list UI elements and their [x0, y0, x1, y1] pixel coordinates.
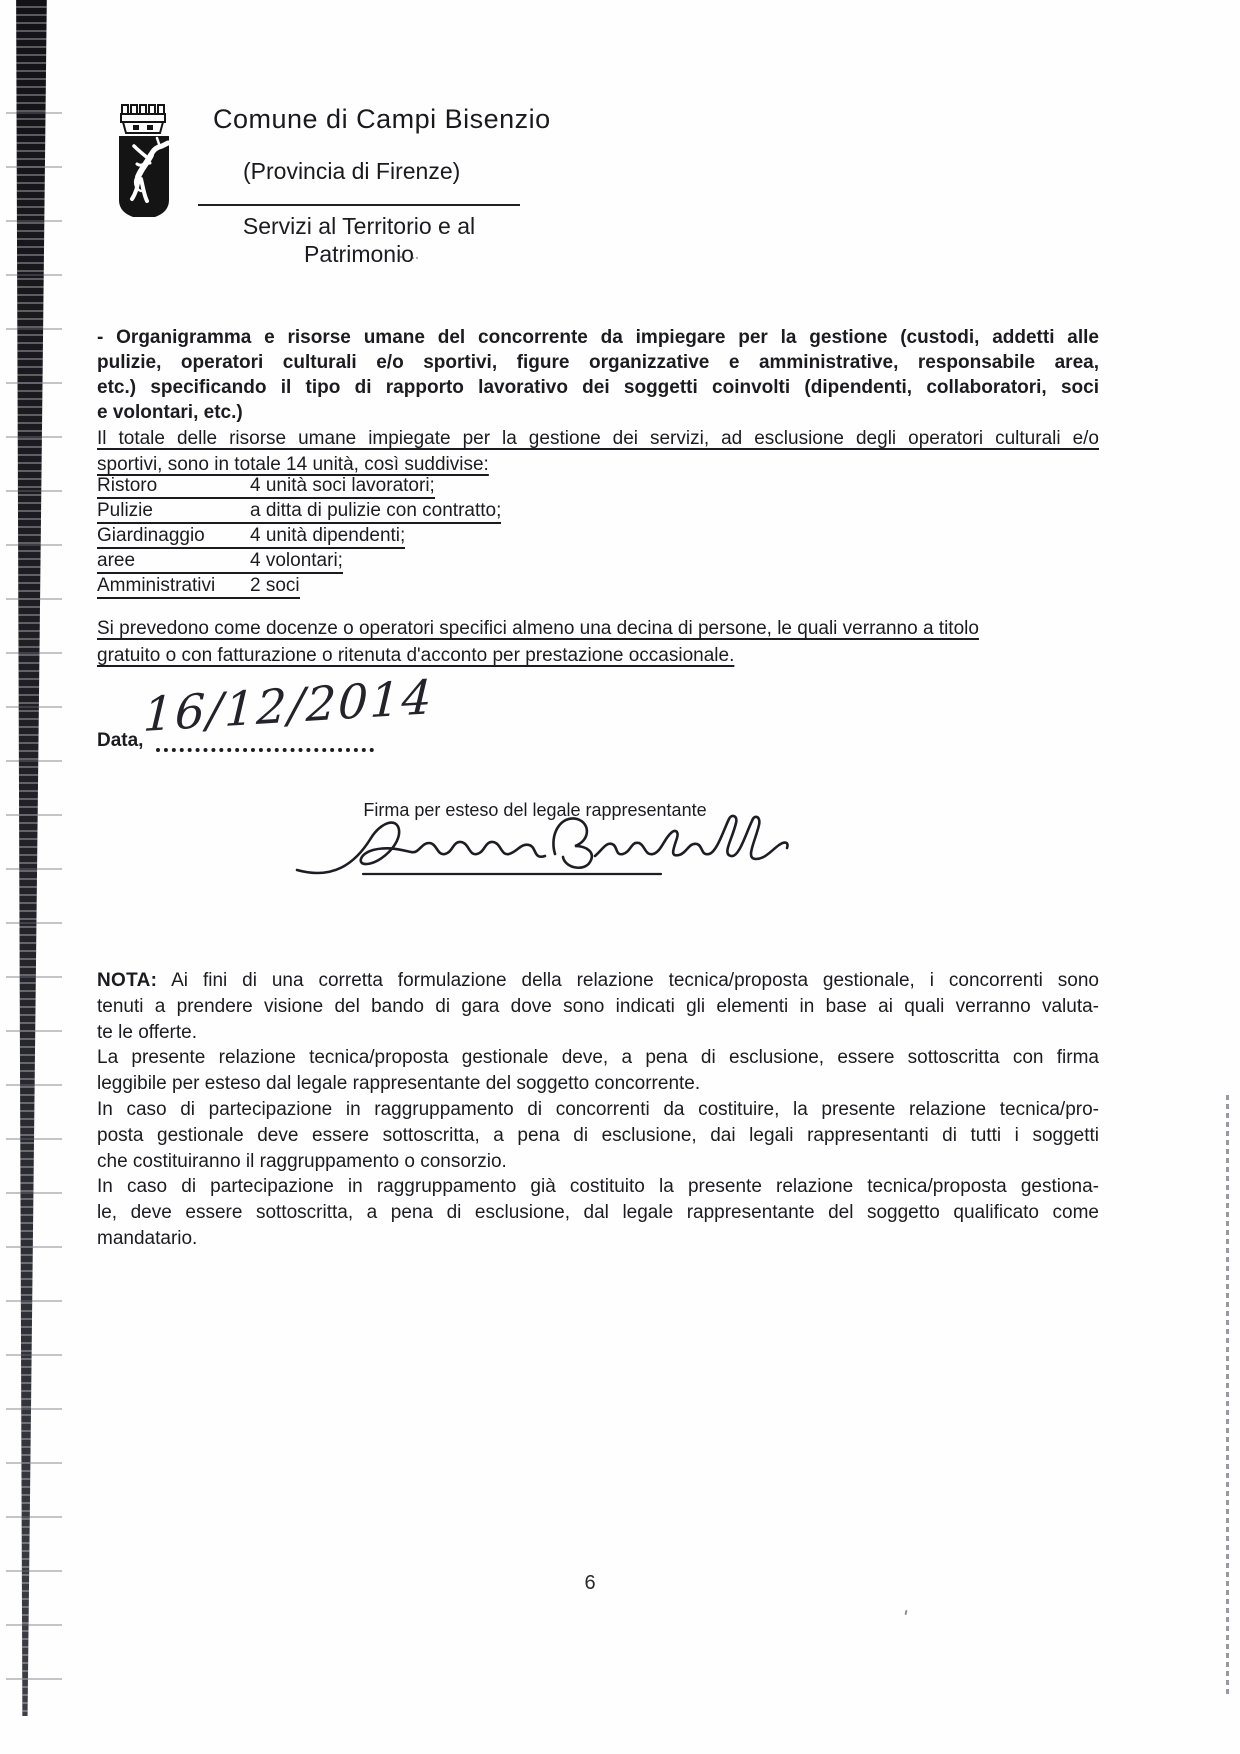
nota-label: NOTA: — [97, 970, 158, 991]
nota-line: tenuti a prendere visione del bando di gara dove sono indicati gli elementi in base ai quali verranno valuta- — [97, 995, 1099, 1017]
staff-category: Ristoro — [97, 475, 158, 496]
scan-artifact-right — [1226, 1095, 1229, 1695]
nota-line: le, deve essere sottoscritta, a pena di esclusione, dal legale rappresentante del soggetto qualificato come — [97, 1202, 1099, 1224]
nota-line: NOTA: Ai fini di una corretta formulazione della relazione tecnica/proposta gestionale, i concorrenti sono — [97, 970, 1099, 991]
nota-line: La presente relazione tecnica/proposta gestionale deve, a pena di esclusione, essere sottoscritta con firma — [97, 1047, 1099, 1069]
scan-speck — [905, 1610, 908, 1615]
requirement-heading — [97, 325, 1099, 425]
department-name-line2: Patrimonio — [304, 241, 414, 267]
staff-row — [97, 527, 405, 549]
nota-line: te le offerte. — [97, 1021, 197, 1043]
staff-total-intro — [97, 426, 1099, 477]
nota-section — [97, 968, 1099, 1252]
heading-line: etc.) specificando il tipo di rapporto lavorativo dei soggetti coinvolti (dipendenti, collaboratori, soci — [97, 377, 1099, 398]
staff-row — [97, 477, 435, 499]
staff-detail: 4 volontari; — [250, 550, 343, 571]
nota-line: In caso di partecipazione in raggruppamento di concorrenti da costituire, la presente relazione tecnica/pro- — [97, 1098, 1099, 1120]
staff-detail: 4 unità soci lavoratori; — [250, 475, 435, 496]
staff-category: Giardinaggio — [97, 525, 205, 546]
nota-line: che costituiranno il raggruppamento o consorzio. — [97, 1150, 507, 1172]
heading-line: pulizie, operatori culturali e/o sportivi, figure organizzative e amministrative, responsabile area, — [97, 352, 1099, 373]
staff-breakdown-list — [97, 477, 1099, 602]
handwritten-date: 16/12/2014 — [142, 669, 435, 743]
signature-caption: Firma per esteso del legale rappresentante — [363, 800, 707, 820]
province-name: (Provincia di Firenze) — [243, 158, 461, 184]
header-divider — [198, 204, 520, 206]
crown-icon — [121, 105, 165, 133]
date-label: Data, — [97, 730, 144, 751]
heading-line: - Organigramma e risorse umane del concorrente da impiegare per la gestione (custodi, addetti alle — [97, 327, 1099, 348]
nota-line: In caso di partecipazione in raggruppamento già costituito la presente relazione tecnica/proposta gestiona- — [97, 1176, 1099, 1198]
staff-row — [97, 552, 343, 574]
staff-detail: a ditta di pulizie con contratto; — [250, 500, 502, 521]
teachers-line: gratuito o con fatturazione o ritenuta d'acconto per prestazione occasionale. — [97, 645, 735, 666]
page-number: 6 — [584, 1572, 596, 1594]
intro-line: sportivi, sono in totale 14 unità, così suddivise: — [97, 453, 489, 475]
nota-line: leggibile per esteso dal legale rappresentante del soggetto concorrente. — [97, 1073, 701, 1095]
staff-detail: 4 unità dipendenti; — [250, 525, 406, 546]
municipality-coat-of-arms-icon — [110, 102, 178, 220]
nota-line: posta gestionale deve essere sottoscritta, a pena di esclusione, dai legali rappresentanti di tutti i soggetti — [97, 1124, 1099, 1146]
handwritten-signature — [293, 810, 805, 902]
municipality-name: Comune di Campi Bisenzio — [213, 104, 551, 134]
nota-line: mandatario. — [97, 1227, 198, 1249]
staff-category: aree — [97, 550, 136, 571]
teachers-note — [97, 615, 1099, 669]
staff-detail: 2 soci — [250, 575, 300, 596]
staff-category: Amministrativi — [97, 575, 216, 596]
intro-line: Il totale delle risorse umane impiegate per la gestione dei servizi, ad esclusione degli operatori culturali e/o — [97, 428, 1099, 449]
department-name-line1: Servizi al Territorio e al — [242, 213, 476, 239]
heading-line: e volontari, etc.) — [97, 402, 243, 423]
scan-binding-shadow — [0, 0, 52, 1716]
staff-row — [97, 577, 300, 599]
staff-category: Pulizie — [97, 500, 153, 521]
staff-row — [97, 502, 501, 524]
shield-icon — [119, 136, 169, 217]
teachers-line: Si prevedono come docenze o operatori specifici almeno una decina di persone, le quali verranno a titolo — [97, 618, 979, 639]
